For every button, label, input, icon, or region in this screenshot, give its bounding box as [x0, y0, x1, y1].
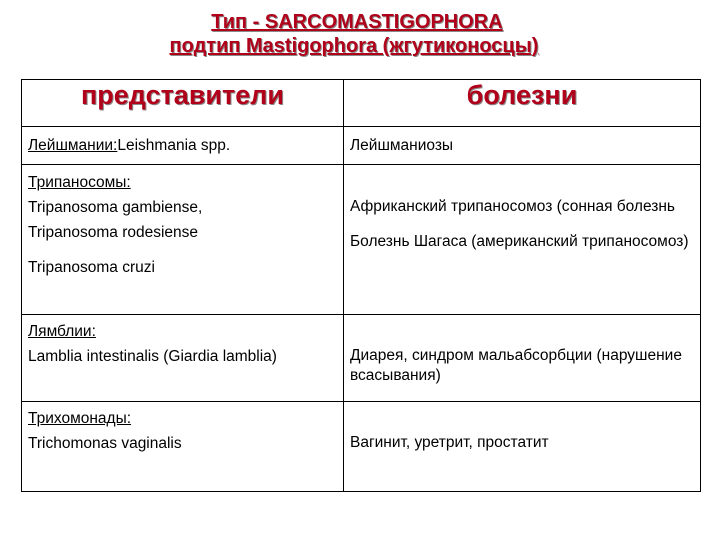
- species-name: Trichomonas vaginalis: [28, 435, 182, 452]
- title-subtype: подтип Mastigophora (жгутиконосцы): [169, 35, 539, 57]
- cell-diseases: [344, 127, 701, 165]
- cell-diseases: [344, 402, 701, 492]
- group-label: Трихомонады:: [28, 410, 132, 427]
- header-diseases: болезни: [344, 80, 701, 127]
- species-name: Leishmania spp.: [117, 137, 231, 154]
- disease-name: Диарея, синдром мальабсорбции (нарушение всасывания): [350, 347, 682, 384]
- species-name: Tripanosoma cruzi: [28, 259, 155, 276]
- table-row: [22, 165, 701, 315]
- table-row: [22, 402, 701, 492]
- species-name: Lamblia intestinalis (Giardia lamblia): [28, 348, 277, 365]
- disease-name: Лейшманиозы: [350, 137, 454, 154]
- disease-name: Болезнь Шагаса (американский трипаносомоз): [350, 233, 689, 250]
- disease-name: Вагинит, уретрит, простатит: [350, 434, 549, 451]
- group-label: Лямблии:: [28, 323, 96, 340]
- title-type: Тип - SARCOMASTIGOPHORA: [211, 11, 503, 33]
- species-name: Tripanosoma gambiense,: [28, 199, 203, 216]
- cell-representatives: [22, 165, 344, 315]
- cell-diseases: [344, 165, 701, 315]
- classification-table: [21, 79, 701, 492]
- group-label: Лейшмании:: [28, 137, 118, 154]
- header-representatives: представители: [22, 80, 344, 127]
- table-row: [22, 315, 701, 402]
- cell-diseases: [344, 315, 701, 402]
- disease-name: Африканский трипаносомоз (сонная болезнь: [350, 198, 676, 215]
- table-row: [22, 127, 701, 165]
- cell-representatives: [22, 402, 344, 492]
- species-name: Tripanosoma rodesiense: [28, 224, 199, 241]
- cell-representatives: [22, 127, 344, 165]
- slide-title: [0, 10, 720, 58]
- group-label: Трипаносомы:: [28, 174, 131, 191]
- table-header-row: [22, 80, 701, 127]
- cell-representatives: [22, 315, 344, 402]
